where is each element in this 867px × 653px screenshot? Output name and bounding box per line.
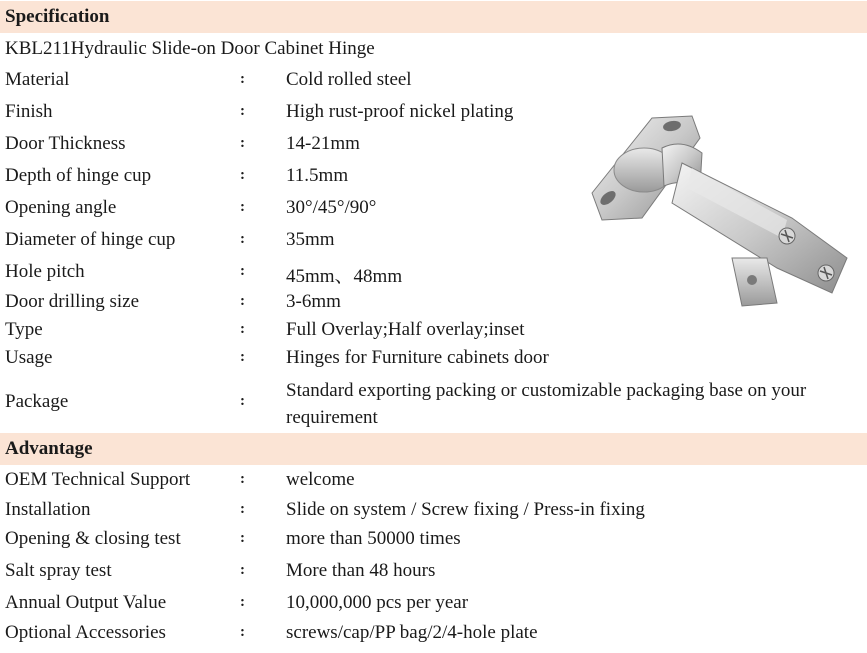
spec-label: Diameter of hinge cup bbox=[5, 229, 176, 250]
advantage-colon: : bbox=[240, 594, 245, 610]
advantage-label: Salt spray test bbox=[5, 560, 112, 581]
advantage-value: screws/cap/PP bag/2/4-hole plate bbox=[286, 622, 538, 643]
advantage-label: Opening & closing test bbox=[5, 528, 181, 549]
advantage-label: OEM Technical Support bbox=[5, 469, 191, 490]
spec-value: Full Overlay;Half overlay;inset bbox=[286, 319, 525, 340]
spec-colon: : bbox=[240, 293, 245, 309]
spec-value: Hinges for Furniture cabinets door bbox=[286, 347, 549, 368]
advantage-value: welcome bbox=[286, 469, 355, 490]
spec-value: 45mm、48mm bbox=[286, 266, 403, 287]
spec-colon: : bbox=[240, 103, 245, 119]
spec-colon: : bbox=[240, 349, 245, 365]
spec-label: Package bbox=[5, 391, 69, 412]
advantage-label: Annual Output Value bbox=[5, 592, 167, 613]
spec-value: Cold rolled steel bbox=[286, 69, 412, 90]
spec-colon: : bbox=[240, 71, 245, 87]
spec-value: 35mm bbox=[286, 229, 335, 250]
spec-label: Door drilling size bbox=[5, 291, 140, 312]
spec-colon: : bbox=[240, 321, 245, 337]
spec-label: Usage bbox=[5, 347, 53, 368]
advantage-heading: Advantage bbox=[0, 433, 867, 465]
spec-colon: : bbox=[240, 135, 245, 151]
advantage-label: Optional Accessories bbox=[5, 622, 166, 643]
advantage-colon: : bbox=[240, 501, 245, 517]
spec-label: Finish bbox=[5, 101, 53, 122]
advantage-value: more than 50000 times bbox=[286, 528, 461, 549]
spec-value: 14-21mm bbox=[286, 133, 360, 154]
spec-value: 11.5mm bbox=[286, 165, 349, 186]
spec-label: Door Thickness bbox=[5, 133, 126, 154]
spec-colon: : bbox=[240, 231, 245, 247]
advantage-colon: : bbox=[240, 562, 245, 578]
advantage-value: Slide on system / Screw fixing / Press-in fixing bbox=[286, 499, 645, 520]
advantage-value: More than 48 hours bbox=[286, 560, 436, 581]
spec-colon: : bbox=[240, 199, 245, 215]
advantage-colon: : bbox=[240, 471, 245, 487]
advantage-colon: : bbox=[240, 624, 245, 640]
spec-label: Opening angle bbox=[5, 197, 117, 218]
advantage-value: 10,000,000 pcs per year bbox=[286, 592, 469, 613]
spec-colon: : bbox=[240, 263, 245, 279]
spec-label: Type bbox=[5, 319, 43, 340]
spec-colon: : bbox=[240, 167, 245, 183]
spec-colon: : bbox=[240, 393, 245, 409]
spec-value: High rust-proof nickel plating bbox=[286, 101, 514, 122]
spec-label: Hole pitch bbox=[5, 261, 85, 282]
spec-value: 3-6mm bbox=[286, 291, 341, 312]
advantage-label: Installation bbox=[5, 499, 91, 520]
spec-label: Depth of hinge cup bbox=[5, 165, 152, 186]
spec-value: 30°/45°/90° bbox=[286, 197, 377, 218]
advantage-colon: : bbox=[240, 530, 245, 546]
specification-heading: Specification bbox=[0, 1, 867, 33]
product-title: KBL211Hydraulic Slide-on Door Cabinet Hinge bbox=[5, 38, 375, 59]
package-value: Standard exporting packing or customizable packaging base on your requirement bbox=[286, 380, 807, 428]
hinge-product-image bbox=[582, 108, 862, 308]
spec-label: Material bbox=[5, 69, 70, 90]
